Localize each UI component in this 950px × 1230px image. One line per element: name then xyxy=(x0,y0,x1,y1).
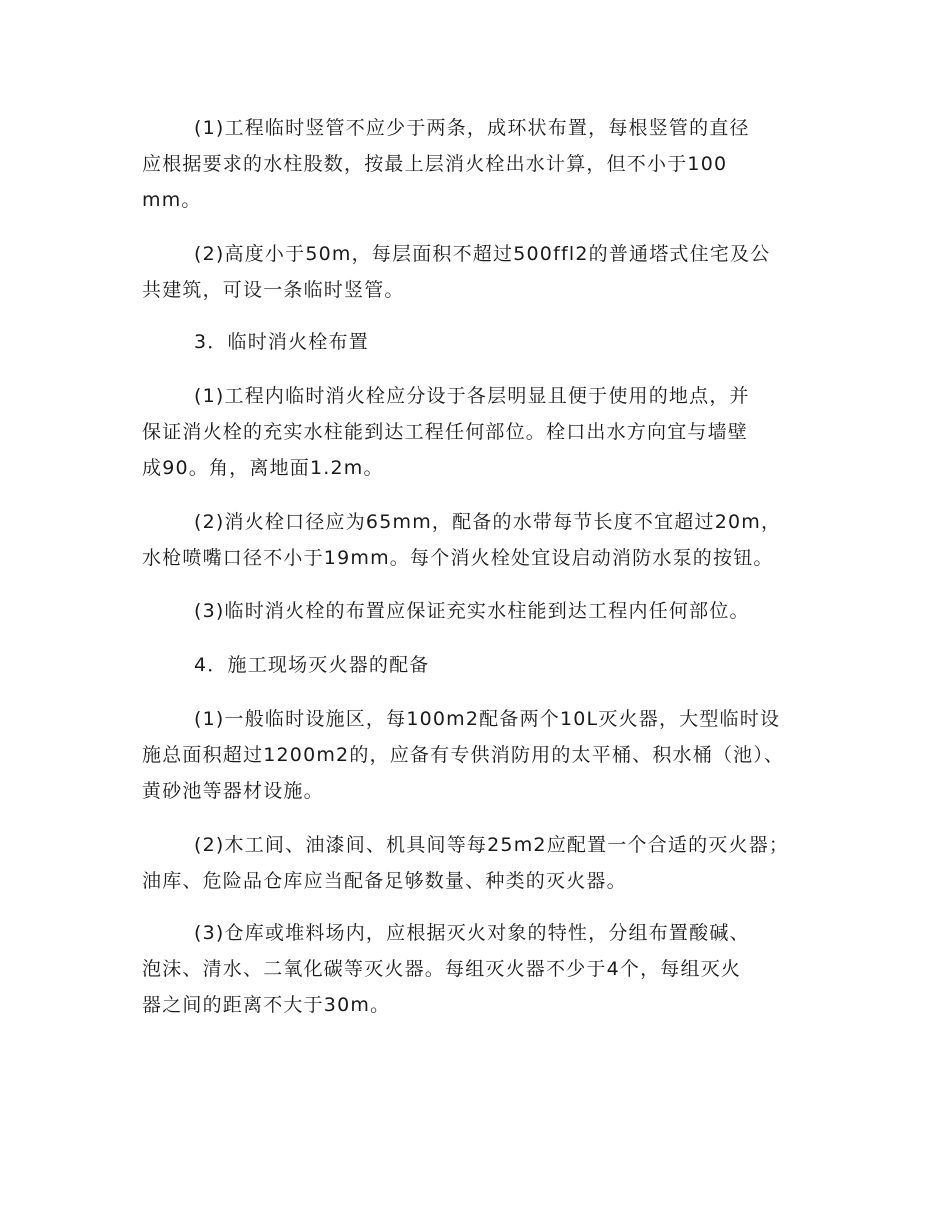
paragraph-standpipe-count xyxy=(142,110,814,218)
paragraph-hydrant-location xyxy=(142,378,814,486)
text-line: 泡沫、清水、二氧化碳等灭火器。每组灭火器不少于4个，每组灭火 xyxy=(142,958,742,980)
text-line: 4．施工现场灭火器的配备 xyxy=(194,654,430,676)
text-line: (2)木工间、油漆间、机具间等每25m2应配置一个合适的灭火器； xyxy=(194,834,790,856)
text-line: 器之间的距离不大于30m。 xyxy=(142,994,391,1016)
paragraph-standpipe-height xyxy=(142,236,814,308)
text-line: (3)临时消火栓的布置应保证充实水柱能到达工程内任何部位。 xyxy=(194,600,750,622)
section-heading-extinguishers xyxy=(142,647,814,683)
paragraph-hydrant-coverage xyxy=(142,593,814,629)
text-line: 成90。角，离地面1.2m。 xyxy=(142,457,384,479)
text-line: (1)工程内临时消火栓应分设于各层明显且便于使用的地点，并 xyxy=(194,385,750,407)
text-line: 黄砂池等器材设施。 xyxy=(142,780,324,802)
text-line: 施总面积超过1200m2的，应备有专供消防用的太平桶、积水桶（池）、 xyxy=(142,744,785,766)
text-line: 保证消火栓的充实水柱能到达工程任何部位。栓口出水方向宜与墙壁 xyxy=(142,421,749,443)
text-line: (2)消火栓口径应为65mm，配备的水带每节长度不宜超过20m， xyxy=(194,511,782,533)
paragraph-extinguisher-warehouse xyxy=(142,915,814,1023)
text-line: 3．临时消火栓布置 xyxy=(194,331,369,353)
text-line: (2)高度小于50m，每层面积不超过500ffl2的普通塔式住宅及公 xyxy=(194,243,771,265)
paragraph-extinguisher-workshops xyxy=(142,827,814,899)
text-line: 油库、危险品仓库应当配备足够数量、种类的灭火器。 xyxy=(142,870,627,892)
text-line: 共建筑，可设一条临时竖管。 xyxy=(142,279,405,301)
text-line: (3)仓库或堆料场内，应根据灭火对象的特性，分组布置酸碱、 xyxy=(194,922,750,944)
text-line: (1)工程临时竖管不应少于两条，成环状布置，每根竖管的直径 xyxy=(194,117,750,139)
paragraph-hydrant-diameter xyxy=(142,504,814,576)
text-line: mm。 xyxy=(142,189,202,211)
section-heading-hydrant-layout xyxy=(142,324,814,360)
paragraph-extinguisher-general xyxy=(142,701,814,809)
text-line: 应根据要求的水柱股数，按最上层消火栓出水计算，但不小于100 xyxy=(142,153,728,175)
text-line: (1)一般临时设施区，每100m2配备两个10L灭火器，大型临时设 xyxy=(194,708,781,730)
text-line: 水枪喷嘴口径不小于19mm。每个消火栓处宜设启动消防水泵的按钮。 xyxy=(142,547,774,569)
